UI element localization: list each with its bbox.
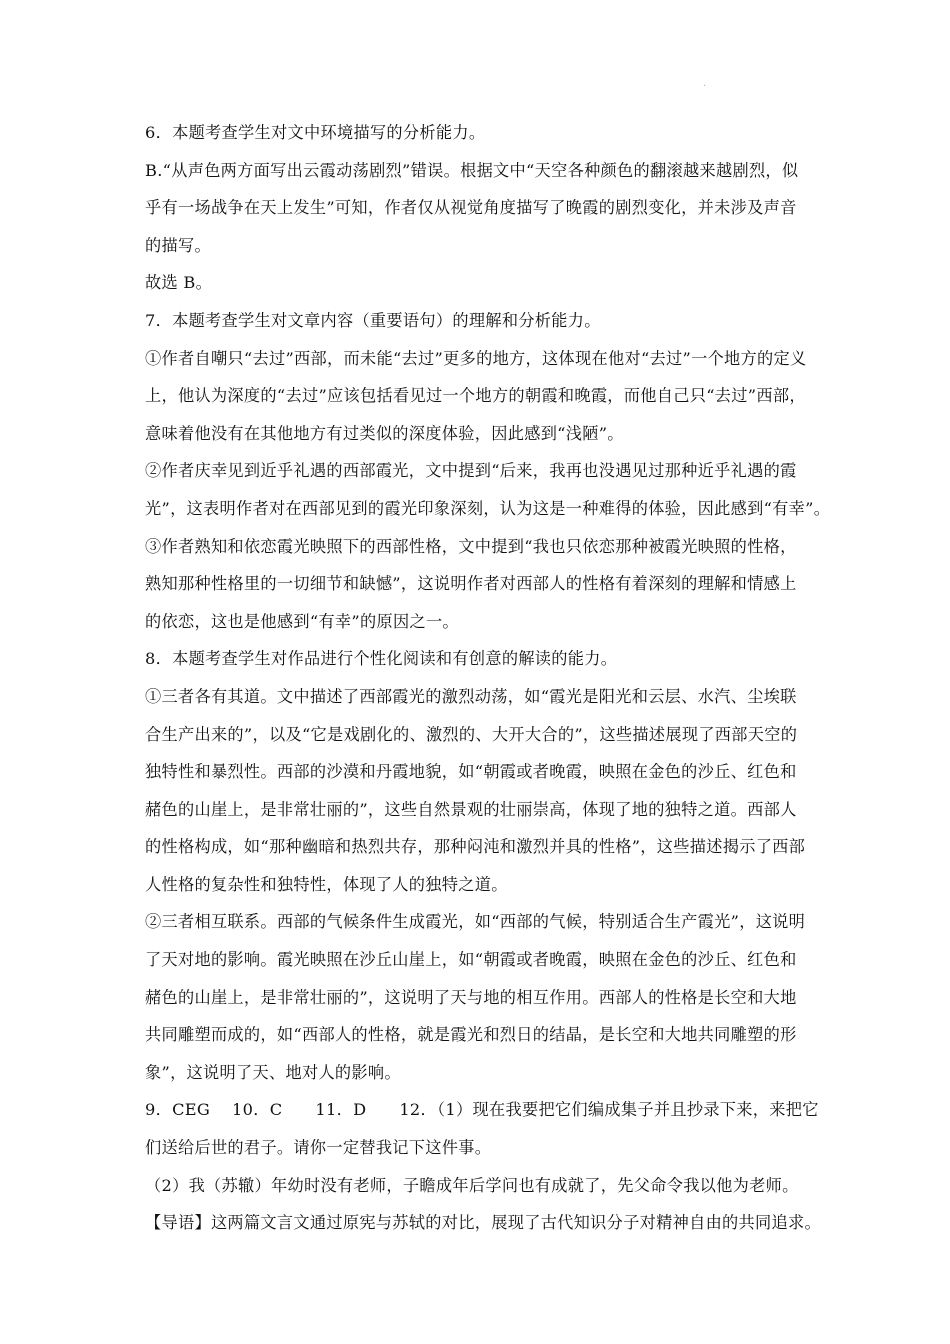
q8-point-1: 的性格构成，如“那种幽暗和热烈共存，那种闷沌和激烈并具的性格”，这些描述揭示了西部 [145,837,806,857]
q9-12-answers: 9．CEG 10．C 11．D 12．（1）现在我要把它们编成集子并且抄录下来，来把它 [145,1100,819,1120]
q6-heading: 6．本题考查学生对文中环境描写的分析能力。 [145,123,486,142]
q8-heading: 8．本题考查学生对作品进行个性化阅读和有创意的解读的能力。 [145,649,618,669]
q8-point-2: ②三者相互联系。西部的气候条件生成霞光，如“西部的气候，特别适合生产霞光”，这说明 [145,912,806,932]
q6-text-line: B.“从声色两方面写出云霞动荡剧烈”错误。根据文中“天空各种颜色的翻滚越来越剧烈，似 [145,160,799,180]
q7-point-1: 上，他认为深度的“去过”应该包括看见过一个地方的朝霞和晚霞，而他自己只“去过”西部， [145,386,806,406]
q8-point-2: 共同雕塑而成的，如“西部人的性格，就是霞光和烈日的结晶，是长空和大地共同雕塑的形 [145,1025,797,1045]
q8-point-1: 赭色的山崖上，是非常壮丽的”，这些自然景观的壮丽崇高，体现了地的独特之道。西部人 [145,799,797,819]
q8-point-2: 象”，这说明了天、地对人的影响。 [145,1062,401,1082]
q8-point-2: 赭色的山崖上，是非常壮丽的”，这说明了天与地的相互作用。西部人的性格是长空和大地 [145,987,797,1007]
q7-point-3: ③作者熟知和依恋霞光映照下的西部性格，文中提到“我也只依恋那种被霞光映照的性格， [145,536,797,556]
q8-point-1: 独特性和暴烈性。西部的沙漠和丹霞地貌，如“朝霞或者晚霞，映照在金色的沙丘、红色和 [145,762,797,782]
q7-point-2: ②作者庆幸见到近乎礼遇的西部霞光，文中提到“后来，我再也没遇见过那种近乎礼遇的霞 [145,461,797,481]
q12-translation-1: 们送给后世的君子。请你一定替我记下这件事。 [145,1138,492,1158]
q8-point-1: ①三者各有其道。文中描述了西部霞光的激烈动荡，如“霞光是阳光和云层、水汽、尘埃联 [145,686,797,706]
q7-point-3: 的依恋，这也是他感到“有幸”的原因之一。 [145,611,459,631]
q7-point-3: 熟知那种性格里的一切细节和缺憾”，这说明作者对西部人的性格有着深刻的理解和情感上 [145,574,797,594]
q7-point-1: ①作者自嘲只“去过”西部，而未能“去过”更多的地方，这体现在他对“去过”一个地方的定义 [145,348,807,368]
q6-answer: 故选 B。 [145,273,213,293]
q7-heading: 7．本题考查学生对文章内容（重要语句）的理解和分析能力。 [145,310,601,330]
q8-point-2: 了天对地的影响。霞光映照在沙丘山崖上，如“朝霞或者晚霞，映照在金色的沙丘、红色和 [145,950,797,970]
q7-point-2: 光”，这表明作者对在西部见到的霞光印象深刻，认为这是一种难得的体验，因此感到“有幸”。 [145,498,831,518]
answer-text-body [145,114,875,1242]
q7-point-1: 意味着他没有在其他地方有过类似的深度体验，因此感到“浅陋”。 [145,423,624,443]
guide-note: 【导语】这两篇文言文通过原宪与苏轼的对比，展现了古代知识分子对精神自由的共同追求。 [145,1213,821,1233]
q6-text-line: 的描写。 [145,235,211,255]
q8-point-1: 人性格的复杂性和独特性，体现了人的独特之道。 [145,874,508,894]
q6-text-line: 乎有一场战争在天上发生”可知，作者仅从视觉角度描写了晚霞的剧烈变化，并未涉及声音 [145,198,797,218]
page-marker: . [703,78,707,89]
q12-translation-2: （2）我（苏辙）年幼时没有老师，子瞻成年后学问也有成就了，先父命令我以他为老师。 [145,1175,799,1195]
q8-point-1: 合生产出来的”，以及“它是戏剧化的、激烈的、大开大合的”，这些描述展现了西部天空的 [145,724,798,744]
